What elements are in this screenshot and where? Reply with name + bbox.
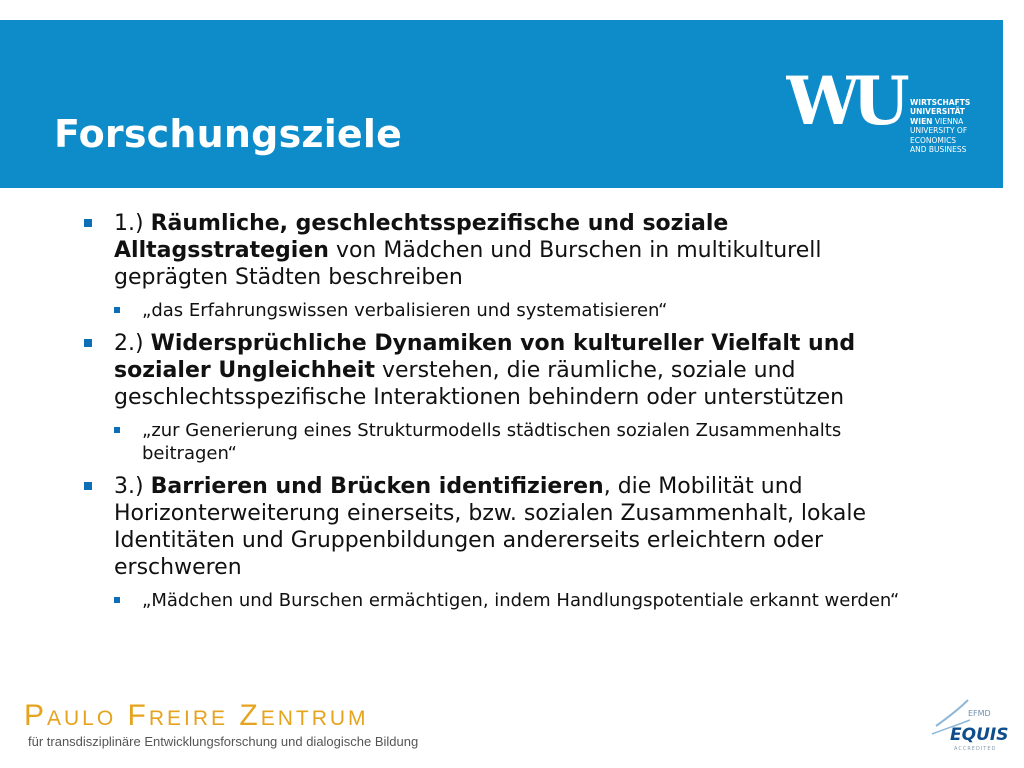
bullet-list [80,210,940,620]
square-bullet-icon [84,482,92,490]
square-bullet-icon [84,339,92,347]
item-text: , die Mobilität und Horizonterweiterung einerseits, bzw. sozialen Zusammenhalt, lokale Identitäten und Gruppenbildungen andererseits erleichtern oder erschweren [114,474,866,580]
svg-text:ACCREDITED: ACCREDITED [954,746,997,752]
logo-line-6: AND BUSINESS [910,145,967,155]
square-bullet-icon [114,307,120,313]
item-bold-text: Barrieren und Brücken identifizieren [150,474,604,499]
logo-line-4: UNIVERSITY OF [910,126,968,136]
item-text: von Mädchen und Burschen in multikulturell geprägten Städten beschreiben [114,238,822,290]
wu-logo-text [910,98,1000,154]
sub-bullet-item-3 [80,589,940,612]
sub-item-text: „Mädchen und Burschen ermächtigen, indem Handlungspotentiale erkannt werden“ [142,590,900,611]
equis-accreditation-logo [930,698,1010,754]
sub-bullet-item-2 [80,419,940,465]
bullet-item-3 [80,473,940,581]
org-subtitle: für transdisziplinäre Entwicklungsforschung und dialogische Bildung [28,734,419,749]
equis-logo-mark [930,698,1010,754]
square-bullet-icon [84,219,92,227]
logo-line-1: WIRTSCHAFTS [910,98,971,107]
logo-line-3a: WIEN [910,116,933,126]
slide-header [0,20,1003,188]
sub-item-text: „zur Generierung eines Strukturmodells städtischen sozialen Zusammenhalts beitragen“ [142,420,842,464]
square-bullet-icon [114,427,120,433]
logo-line-3b: VIENNA [934,116,964,126]
svg-text:EQUIS: EQUIS [950,725,1009,745]
sub-bullet-item-1 [80,299,940,322]
sub-item-text: „das Erfahrungswissen verbalisieren und systematisieren“ [142,300,668,321]
slide-title: Forschungsziele [54,112,403,156]
logo-line-2: UNIVERSITÄT [910,107,965,117]
logo-line-5: ECONOMICS [910,135,957,145]
bullet-item-1 [80,210,940,291]
wu-logo-mark [786,66,916,136]
item-bold-text: Räumliche, geschlechtsspezifische und soziale Alltagsstrategien [114,211,729,263]
item-text: verstehen, die räumliche, soziale und geschlechtsspezifische Interaktionen behindern oder unterstützen [114,358,845,410]
wu-logo [786,66,986,176]
svg-text:EFMD: EFMD [968,709,991,718]
bullet-item-2 [80,330,940,411]
item-bold-text: Widersprüchliche Dynamiken von kultureller Vielfalt und sozialer Ungleichheit [114,331,856,383]
item-number: 1.) [114,211,144,236]
item-number: 3.) [114,474,144,499]
org-name: Paulo Freire Zentrum [24,699,369,732]
square-bullet-icon [114,597,120,603]
item-number: 2.) [114,331,144,356]
paulo-freire-zentrum-logo [24,700,418,749]
svg-text:WU: WU [786,66,902,136]
